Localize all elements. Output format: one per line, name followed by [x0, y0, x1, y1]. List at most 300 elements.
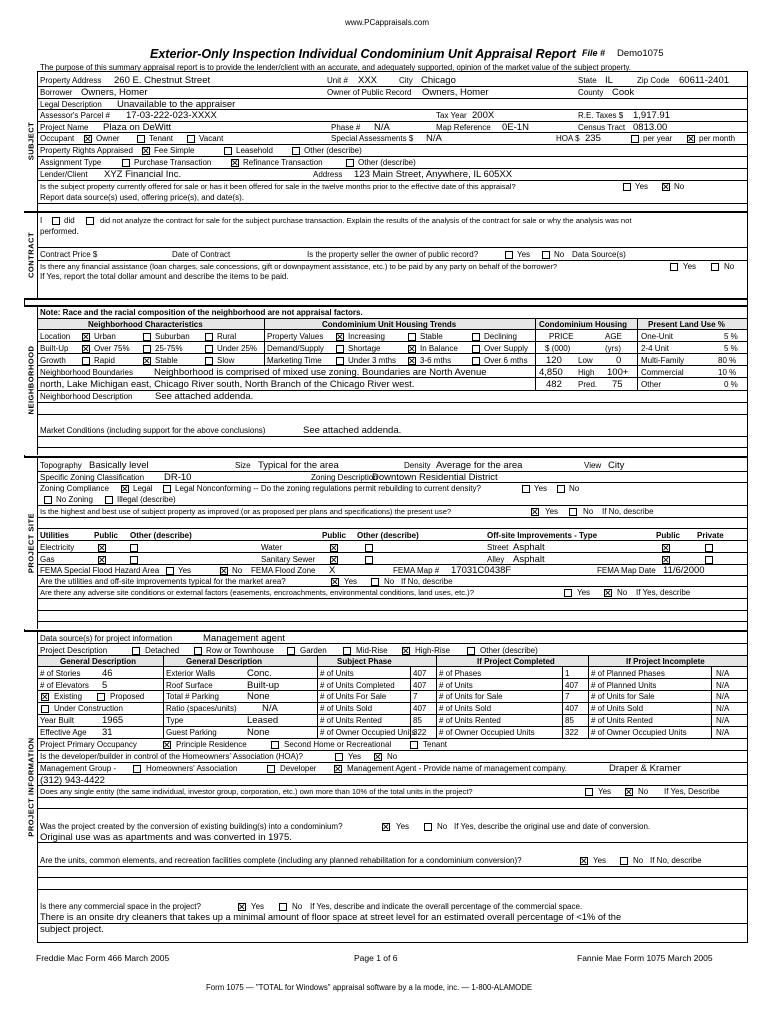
legal-nonconforming-checkbox[interactable] [163, 485, 171, 493]
declining-checkbox[interactable] [472, 333, 480, 341]
offered-question: Is the subject property currently offered for sale or has it been offered for sale in the twelve months prior to the effective date of this appraisal? [40, 182, 516, 191]
file-number: Demo1075 [617, 48, 664, 59]
label: Project Description [40, 646, 108, 655]
contract-analysis-text: did not analyze the contract for sale for the subject purchase transaction. Explain the results of the analysis of the contract for sale or why the analysis was not [100, 216, 632, 225]
label: per month [699, 134, 736, 143]
label: Detached [145, 646, 180, 655]
divider [264, 319, 265, 365]
label: Stable [155, 356, 178, 365]
label: Property Values [267, 332, 324, 341]
label: Sanitary Sewer [261, 555, 316, 564]
no-zoning-checkbox[interactable] [44, 496, 52, 504]
over75-checkbox[interactable] [82, 345, 90, 353]
rebuild-yes-checkbox[interactable] [522, 485, 530, 493]
fema-map-date: 11/6/2000 [663, 565, 705, 576]
label: Yes [344, 577, 358, 586]
divider [37, 414, 748, 415]
hbu-no-checkbox[interactable] [569, 508, 577, 516]
in-balance-checkbox[interactable] [408, 345, 416, 353]
second-home-checkbox[interactable] [271, 741, 279, 749]
label: Phase # [331, 123, 361, 132]
predominant-age: 75 [612, 379, 623, 390]
total-parking: None [247, 691, 270, 702]
label: Yes [534, 484, 548, 493]
guest-parking: None [247, 727, 270, 738]
adverse-yes-checkbox[interactable] [564, 589, 572, 597]
offered-no-checkbox[interactable] [662, 183, 670, 191]
label: # of Units Sold [439, 704, 492, 713]
zoning-classification: DR-10 [164, 472, 192, 483]
rebuild-no-checkbox[interactable] [557, 485, 565, 493]
label: Under 3 mths [348, 356, 397, 365]
phase-number: N/A [374, 122, 390, 133]
label: Yes [635, 182, 649, 191]
25-75-checkbox[interactable] [143, 345, 151, 353]
gas-public-checkbox[interactable] [98, 556, 106, 564]
neighborhood-description: See attached addenda. [155, 391, 254, 402]
conversion-no-checkbox[interactable] [424, 823, 432, 831]
label: Other (describe) [358, 158, 416, 167]
project-name: Plaza on DeWitt [103, 122, 172, 133]
label: Date of Contract [172, 250, 231, 259]
purchase-checkbox[interactable] [122, 159, 130, 167]
divider [37, 144, 748, 145]
developer-checkbox[interactable] [267, 765, 275, 773]
low-age: 0 [616, 355, 622, 366]
section-contract: CONTRACT [24, 212, 38, 298]
assist-yes-checkbox[interactable] [670, 263, 678, 271]
label: Property Address [40, 76, 102, 85]
label: Yes [593, 856, 607, 865]
label: Year Built [40, 716, 74, 725]
subject-units-rented: 85 [413, 716, 422, 725]
occupant-tenant-checkbox[interactable] [137, 135, 145, 143]
illegal-checkbox[interactable] [105, 496, 113, 504]
table-header: Other (describe) [357, 531, 419, 540]
divider [24, 456, 748, 458]
sewer-public-checkbox[interactable] [330, 556, 338, 564]
table-header: Condominium Housing [539, 320, 627, 329]
typical-no-checkbox[interactable] [371, 578, 379, 586]
table-header: If Project Incomplete [626, 657, 705, 666]
utilities-typical-question: Are the utilities and off-site improvements typical for the market area? [40, 577, 286, 586]
completed-units-for-sale: 7 [565, 692, 570, 701]
assistance-question: Is there any financial assistance (loan charges, sale concessions, gift or downpayment assistance, etc.) to be paid by any party on behalf of the borrower? [40, 262, 558, 271]
alley-private-checkbox[interactable] [705, 556, 713, 564]
label: Yes [251, 902, 265, 911]
label: Leasehold [236, 146, 273, 155]
completed-units: 407 [565, 681, 579, 690]
divider [37, 666, 748, 667]
section-subject: SUBJECT [24, 71, 38, 211]
label: Density [404, 461, 431, 470]
highest-best-use-question: Is the highest and best use of subject property as improved (or as proposed per plans and specifications) the present use? [40, 507, 452, 516]
electricity-other-checkbox[interactable] [130, 544, 138, 552]
label: # of Units Rented [320, 716, 382, 725]
complete-no-checkbox[interactable] [620, 857, 628, 865]
page-title: Exterior-Only Inspection Individual Condominium Unit Appraisal Report [150, 47, 576, 61]
divider [37, 785, 748, 786]
state: IL [605, 75, 613, 86]
divider [37, 341, 748, 342]
fema-map-number: 17031C0438F [451, 565, 512, 576]
conversion-question: Was the project created by the conversion of existing building(s) into a condominium? [40, 822, 343, 831]
table-header: Public [322, 531, 347, 540]
street-public-checkbox[interactable] [662, 544, 670, 552]
table-header: Public [656, 531, 681, 540]
subject-units: 407 [413, 669, 427, 678]
complete-question: Are the units, common elements, and recreation facilities complete (including any planned rehabilitation for a condominium conversion)? [40, 856, 522, 865]
conversion-yes-checkbox[interactable] [382, 823, 390, 831]
label: Location [40, 332, 71, 341]
site-url: www.PCappraisals.com [345, 18, 430, 27]
seller-no-checkbox[interactable] [542, 251, 550, 259]
seller-yes-checkbox[interactable] [505, 251, 513, 259]
label: FEMA Map Date [597, 566, 656, 575]
divider [37, 575, 748, 576]
completed-units-sold: 407 [565, 704, 579, 713]
subject-units-for-sale: 7 [413, 692, 418, 701]
page-number: Page 1 of 6 [354, 953, 398, 963]
rights-other-checkbox[interactable] [292, 147, 300, 155]
label: (yrs) [605, 344, 621, 353]
label: Type [166, 716, 184, 725]
label: Owner of Public Record [327, 88, 412, 97]
footer-freddie-mac: Freddie Mac Form 466 March 2005 [36, 953, 170, 963]
label: Management Group - [40, 764, 117, 773]
seller-question: Is the property seller the owner of public record? [307, 250, 479, 259]
assign-other-checkbox[interactable] [346, 159, 354, 167]
label: Yes [577, 588, 591, 597]
label: HOA $ [556, 134, 580, 143]
water-other-checkbox[interactable] [365, 544, 373, 552]
alley-public-checkbox[interactable] [662, 556, 670, 564]
label: Over 75% [94, 344, 130, 353]
divider [37, 678, 748, 679]
shortage-checkbox[interactable] [336, 345, 344, 353]
slow-checkbox[interactable] [205, 357, 213, 365]
view: City [608, 460, 625, 471]
label: No Zoning [56, 495, 93, 504]
divider [37, 132, 748, 133]
single-no-checkbox[interactable] [625, 788, 633, 796]
table-header: Neighborhood Characteristics [88, 320, 203, 329]
hoa-amount: 235 [585, 133, 601, 144]
divider [24, 211, 748, 213]
tax-year: 200X [472, 110, 495, 121]
divider [37, 260, 748, 261]
high-age: 100+ [607, 367, 629, 378]
label: Built-Up [40, 344, 69, 353]
rowhouse-checkbox[interactable] [194, 647, 202, 655]
midrise-checkbox[interactable] [343, 647, 351, 655]
table-header: Condominium Unit Housing Trends [322, 320, 457, 329]
label: Principle Residence [176, 740, 247, 749]
table-header: Public [94, 531, 119, 540]
software-credit: Form 1075 — "TOTAL for Windows" appraisal software by a la mode, inc. — 1-800-ALAMODE [206, 983, 533, 992]
label: Commercial [641, 368, 684, 377]
label: Legal Nonconforming -- Do the zoning regulations permit rebuilding to current density? [175, 484, 481, 493]
commercial-percent: 10 % [718, 368, 737, 377]
label: Effective Age [40, 728, 87, 737]
completed-units-rented: 85 [565, 716, 574, 725]
label: Garden [300, 646, 327, 655]
parking-type: Leased [247, 715, 279, 726]
county: Cook [612, 87, 635, 98]
suburban-checkbox[interactable] [143, 333, 151, 341]
label: Assignment Type [40, 158, 102, 167]
stable-growth-checkbox[interactable] [143, 357, 151, 365]
label: Yes [545, 507, 559, 516]
label: Legal Description [40, 100, 102, 109]
leasehold-checkbox[interactable] [224, 147, 232, 155]
label: Zoning Description [311, 473, 378, 482]
urban-checkbox[interactable] [82, 333, 90, 341]
report-source-label: Report data source(s) used, offering price(s), and date(s). [40, 193, 244, 202]
roof-surface: Built-up [247, 680, 280, 691]
hoa-yes-checkbox[interactable] [335, 753, 343, 761]
label: Specific Zoning Classification [40, 473, 145, 482]
3-6-months-checkbox[interactable] [408, 357, 416, 365]
borrower: Owners, Homer [81, 87, 148, 98]
label: Marketing Time [267, 356, 322, 365]
boundaries-line-1: Neighborhood is comprised of mixed use zoning. Boundaries are North Avenue [154, 367, 487, 378]
label: 3-6 mths [420, 356, 452, 365]
occupant-owner-checkbox[interactable] [84, 135, 92, 143]
adverse-conditions-question: Are there any adverse site conditions or external factors (easements, encroachments, environmental conditions, land uses, etc.)? [40, 588, 474, 597]
label: Yes [683, 262, 697, 271]
label: # of Phases [439, 669, 482, 678]
label: # of Owner Occupied Units [439, 728, 535, 737]
map-reference: 0E-1N [502, 122, 529, 133]
label: If Yes, describe [636, 588, 691, 597]
label: Street [487, 543, 509, 552]
label: Row or Townhouse [206, 646, 274, 655]
street-type: Asphalt [513, 542, 545, 553]
label: Rapid [94, 356, 115, 365]
label: FEMA Flood Zone [251, 566, 316, 575]
proposed-checkbox[interactable] [97, 693, 105, 701]
water-public-checkbox[interactable] [330, 544, 338, 552]
offered-yes-checkbox[interactable] [623, 183, 631, 191]
label: # of Units [439, 681, 473, 690]
elevators: 5 [102, 680, 108, 691]
label: Under Construction [54, 704, 123, 713]
planned-units-for-sale: N/A [716, 692, 730, 701]
flood-no-checkbox[interactable] [220, 567, 228, 575]
commercial-no-checkbox[interactable] [279, 903, 287, 911]
divider [37, 643, 748, 644]
table-header: General Description [186, 657, 263, 666]
management-agent-checkbox[interactable] [334, 765, 342, 773]
electricity-public-checkbox[interactable] [98, 544, 106, 552]
occupant-vacant-checkbox[interactable] [187, 135, 195, 143]
divider [37, 390, 748, 391]
increasing-checkbox[interactable] [336, 333, 344, 341]
under25-checkbox[interactable] [205, 345, 213, 353]
under-construction-checkbox[interactable] [41, 705, 49, 713]
multi-family-percent: 80 % [718, 356, 737, 365]
label: County [578, 88, 604, 97]
assist-no-checkbox[interactable] [711, 263, 719, 271]
project-data-source: Management agent [203, 633, 285, 644]
label: Lender/Client [40, 170, 88, 179]
stable-values-checkbox[interactable] [408, 333, 416, 341]
did-not-checkbox[interactable] [86, 217, 94, 225]
project-other-checkbox[interactable] [467, 647, 475, 655]
census-tract: 0813.00 [633, 122, 668, 133]
divider [37, 528, 748, 529]
label: AGE [605, 332, 622, 341]
commercial-yes-checkbox[interactable] [238, 903, 246, 911]
site-size: Typical for the area [258, 460, 339, 471]
conversion-answer: Original use was as apartments and was converted in 1975. [40, 832, 292, 843]
density: Average for the area [436, 460, 523, 471]
garden-checkbox[interactable] [287, 647, 295, 655]
parcel-number: 17-03-222-023-XXXX [126, 110, 217, 121]
street-private-checkbox[interactable] [705, 544, 713, 552]
over-supply-checkbox[interactable] [472, 345, 480, 353]
did-checkbox[interactable] [52, 217, 60, 225]
gas-other-checkbox[interactable] [130, 556, 138, 564]
subject-units-sold: 407 [413, 704, 427, 713]
principal-residence-checkbox[interactable] [163, 741, 171, 749]
label: $ (000) [545, 344, 571, 353]
label: High [578, 368, 595, 377]
single-yes-checkbox[interactable] [585, 788, 593, 796]
label: Water [261, 543, 283, 552]
label: Yes [348, 752, 362, 761]
label: If Yes, report the total dollar amount and describe the items to be paid. [40, 272, 289, 281]
label: No [583, 507, 594, 516]
divider [37, 482, 748, 483]
label: Rural [217, 332, 237, 341]
management-company: Draper & Kramer [609, 763, 681, 774]
divider [37, 598, 748, 599]
detached-checkbox[interactable] [132, 647, 140, 655]
label: Declining [484, 332, 517, 341]
unit-number: XXX [358, 75, 378, 86]
lender-client: XYZ Financial Inc. [104, 169, 182, 180]
label: # of Planned Phases [591, 669, 665, 678]
per-year-checkbox[interactable] [631, 135, 639, 143]
label: No [617, 588, 628, 597]
divider [37, 552, 748, 553]
label: No [633, 856, 644, 865]
planned-units: N/A [716, 681, 730, 690]
hoa-mgmt-checkbox[interactable] [133, 765, 141, 773]
label: # of Units Sold [320, 704, 373, 713]
label: Neighborhood Boundaries [40, 368, 133, 377]
table-header: If Project Completed [477, 657, 555, 666]
label: FEMA Map # [393, 566, 440, 575]
label: Homeowners' Association [146, 764, 238, 773]
zoning-description: Downtown Residential District [372, 472, 498, 483]
hoa-no-checkbox[interactable] [374, 753, 382, 761]
effective-age: 31 [102, 727, 113, 738]
label: Gas [40, 555, 55, 564]
label: Electricity [40, 543, 75, 552]
divider [637, 319, 638, 391]
divider [37, 889, 748, 890]
label: Multi-Family [641, 356, 685, 365]
table-header: Other (describe) [130, 531, 192, 540]
label: Other [641, 380, 662, 389]
divider [37, 436, 748, 437]
rural-checkbox[interactable] [205, 333, 213, 341]
stories: 46 [102, 668, 113, 679]
divider [37, 517, 748, 518]
label: Existing [54, 692, 83, 701]
label: per year [643, 134, 673, 143]
per-month-checkbox[interactable] [687, 135, 695, 143]
label: # of Owner Occupied Units [320, 728, 416, 737]
label: Slow [217, 356, 235, 365]
refinance-checkbox[interactable] [231, 159, 239, 167]
label: Vacant [199, 134, 224, 143]
label: Urban [94, 332, 116, 341]
high-price: 4,850 [539, 367, 563, 378]
tenant-checkbox[interactable] [410, 741, 418, 749]
year-built: 1965 [102, 715, 124, 726]
legal-checkbox[interactable] [121, 485, 129, 493]
typical-yes-checkbox[interactable] [331, 578, 339, 586]
label: Second Home or Recreational [284, 740, 392, 749]
divider [24, 630, 748, 632]
rapid-checkbox[interactable] [82, 357, 90, 365]
label: No [232, 566, 243, 575]
label: Over 6 mths [484, 356, 528, 365]
label: No [674, 182, 685, 191]
sewer-other-checkbox[interactable] [365, 556, 373, 564]
single-entity-question: Does any single entity (the same individual, investor group, corporation, etc.) own more than 10% of the total units in the project? [40, 787, 473, 796]
flood-zone: X [329, 565, 336, 576]
completed-phases: 1 [565, 669, 570, 678]
label: Project Primary Occupancy [40, 740, 137, 749]
label: No [638, 787, 649, 796]
over6-checkbox[interactable] [472, 357, 480, 365]
highrise-checkbox[interactable] [402, 647, 410, 655]
label: If No, describe [602, 507, 654, 516]
label: 2-4 Unit [641, 344, 670, 353]
adverse-no-checkbox[interactable] [604, 589, 612, 597]
fee-simple-checkbox[interactable] [142, 147, 150, 155]
hbu-yes-checkbox[interactable] [531, 508, 539, 516]
divider [37, 621, 748, 622]
under3-checkbox[interactable] [336, 357, 344, 365]
complete-yes-checkbox[interactable] [580, 857, 588, 865]
purpose-statement: The purpose of this summary appraisal report is to provide the lender/client with an accurate, and adequately supported, opinion of the market value of the subject property. [40, 63, 632, 72]
label: # of Owner Occupied Units [591, 728, 687, 737]
label: State [578, 76, 597, 85]
exterior-walls: Conc. [247, 668, 272, 679]
planned-units-sold: N/A [716, 704, 730, 713]
planned-owner-occupied: N/A [716, 728, 730, 737]
predominant-price: 482 [546, 379, 562, 390]
divider [37, 247, 748, 248]
label: # of Units for Sale [591, 692, 655, 701]
label: performed. [40, 227, 79, 236]
divider [37, 365, 748, 366]
label: # of Units for Sale [439, 692, 503, 701]
zip-code: 60611-2401 [679, 75, 730, 86]
commercial-answer-line-2: subject project. [40, 924, 104, 935]
flood-yes-checkbox[interactable] [166, 567, 174, 575]
table-header: Subject Phase [337, 657, 392, 666]
divider [24, 298, 748, 300]
management-phone: (312) 943-4422 [40, 775, 105, 786]
existing-checkbox[interactable] [41, 693, 49, 701]
